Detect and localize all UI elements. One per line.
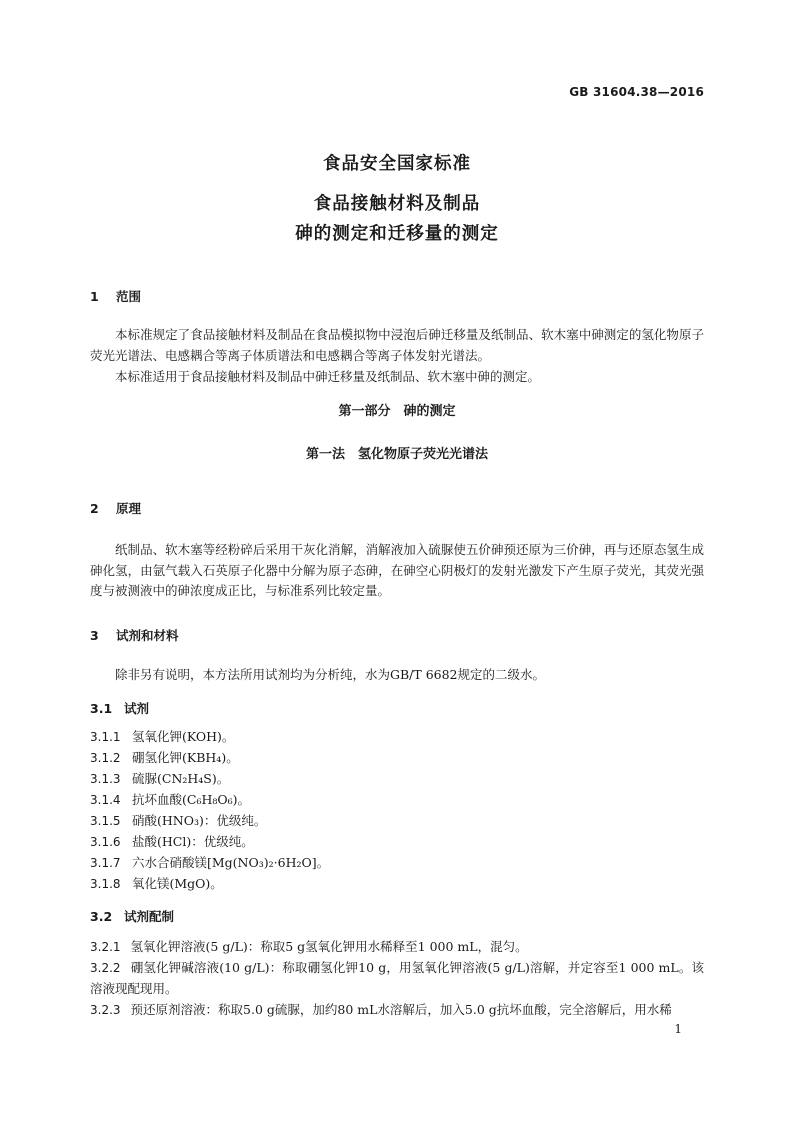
title-line-3: 砷的测定和迁移量的测定 bbox=[295, 224, 499, 244]
section-heading-scope bbox=[90, 287, 141, 305]
item-text: 盐酸(HCl)：优级纯。 bbox=[132, 834, 254, 849]
part-title: 第一部分 砷的测定 bbox=[338, 404, 456, 419]
item-number: 3.1.5 bbox=[90, 814, 121, 828]
subsection-number: 3.1 bbox=[90, 701, 113, 716]
subsection-heading-preparation bbox=[90, 907, 174, 925]
item-number: 3.1.1 bbox=[90, 730, 121, 744]
section-number: 2 bbox=[90, 501, 99, 516]
item-number: 3.1.7 bbox=[90, 856, 121, 870]
item-number: 3.1.3 bbox=[90, 772, 121, 786]
page-number: 1 bbox=[674, 1022, 682, 1036]
section-heading-reagents bbox=[90, 626, 179, 644]
reagent-item bbox=[90, 832, 704, 853]
title-line-1: 食品安全国家标准 bbox=[323, 154, 471, 174]
section-number: 1 bbox=[90, 289, 99, 304]
item-number: 3.2.2 bbox=[90, 961, 121, 975]
section-heading-principle bbox=[90, 499, 141, 517]
reagent-item bbox=[90, 727, 704, 748]
item-text: 氢氧化钾溶液(5 g/L)：称取5 g氢氧化钾用水稀释至1 000 mL，混匀。 bbox=[130, 939, 528, 954]
scope-paragraph-1: 本标准规定了食品接触材料及制品在食品模拟物中浸泡后砷迁移量及纸制品、软木塞中砷测定的氢化物原子荧光光谱法、电感耦合等离子体质谱法和电感耦合等离子体发射光谱法。 bbox=[90, 327, 704, 363]
section-number: 3 bbox=[90, 628, 99, 643]
reagents-intro: 除非另有说明，本方法所用试剂均为分析纯，水为GB/T 6682规定的二级水。 bbox=[115, 667, 546, 682]
item-text: 氧化镁(MgO)。 bbox=[132, 876, 223, 891]
subsection-title: 试剂 bbox=[124, 701, 150, 716]
item-text: 氢氧化钾(KOH)。 bbox=[132, 729, 235, 744]
reagent-item bbox=[90, 748, 704, 769]
item-text: 六水合硝酸镁[Mg(NO₃)₂·6H₂O]。 bbox=[132, 855, 330, 870]
subsection-number: 3.2 bbox=[90, 909, 113, 924]
reagent-item bbox=[90, 769, 704, 790]
preparation-item bbox=[90, 1000, 704, 1021]
reagent-item bbox=[90, 790, 704, 811]
standard-number: GB 31604.38—2016 bbox=[569, 85, 704, 99]
reagent-item bbox=[90, 853, 704, 874]
scope-paragraph-2: 本标准适用于食品接触材料及制品中砷迁移量及纸制品、软木塞中砷的测定。 bbox=[115, 369, 541, 384]
section-title: 试剂和材料 bbox=[116, 628, 179, 643]
method-title: 第一法 氢化物原子荧光光谱法 bbox=[305, 447, 488, 462]
preparation-item bbox=[90, 958, 704, 999]
item-text: 硼氢化钾(KBH₄)。 bbox=[132, 750, 239, 765]
item-number: 3.2.1 bbox=[90, 940, 121, 954]
preparation-item bbox=[90, 937, 704, 958]
item-text: 硫脲(CN₂H₄S)。 bbox=[132, 771, 230, 786]
item-text: 预还原剂溶液：称取5.0 g硫脲，加约80 mL水溶解后，加入5.0 g抗坏血酸，完全溶解后，用水稀 bbox=[130, 1002, 672, 1017]
item-number: 3.1.2 bbox=[90, 751, 121, 765]
subsection-heading-reagents bbox=[90, 699, 149, 717]
item-text: 抗坏血酸(C₆H₈O₆)。 bbox=[132, 792, 250, 807]
reagent-item bbox=[90, 811, 704, 832]
item-number: 3.1.4 bbox=[90, 793, 121, 807]
item-number: 3.1.6 bbox=[90, 835, 121, 849]
item-text: 硝酸(HNO₃)：优级纯。 bbox=[132, 813, 267, 828]
principle-paragraph: 纸制品、软木塞等经粉碎后采用干灰化消解，消解液加入硫脲使五价砷预还原为三价砷，再与还原态氢生成砷化氢，由氩气载入石英原子化器中分解为原子态砷，在砷空心阴极灯的发射光激发下产生原子荧光，其荧光强度与被测液中的砷浓度成正比，与标准系列比较定量。 bbox=[90, 542, 704, 598]
title-line-2: 食品接触材料及制品 bbox=[313, 194, 481, 214]
reagent-item bbox=[90, 874, 704, 895]
section-title: 范围 bbox=[116, 289, 142, 304]
item-number: 3.1.8 bbox=[90, 877, 121, 891]
subsection-title: 试剂配制 bbox=[124, 909, 175, 924]
item-number: 3.2.3 bbox=[90, 1003, 121, 1017]
section-title: 原理 bbox=[116, 501, 142, 516]
item-text: 硼氢化钾碱溶液(10 g/L)：称取硼氢化钾10 g，用氢氧化钾溶液(5 g/L)溶解，并定容至1 000 mL。该溶液现配现用。 bbox=[90, 960, 704, 996]
